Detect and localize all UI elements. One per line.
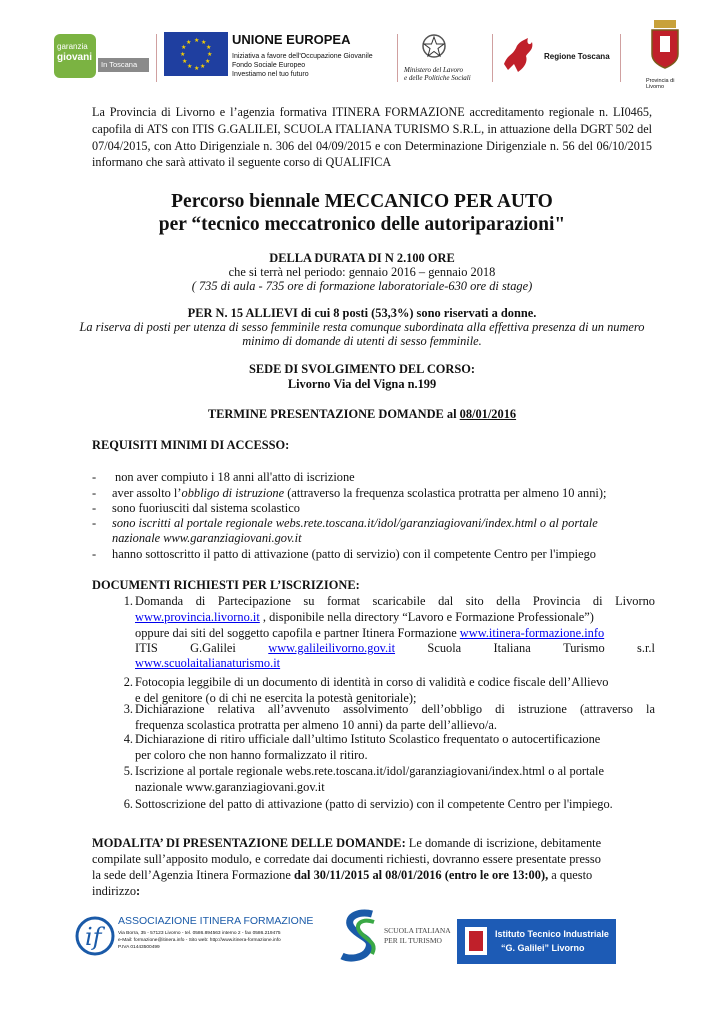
modalita-line2: compilate sull’apposito modulo, e corredate dai documenti richiesti, dovranno essere presentate presso — [92, 852, 601, 866]
svg-text:★: ★ — [207, 51, 213, 58]
intro-paragraph: La Provincia di Livorno e l’agenzia formativa ITINERA FORMAZIONE accreditamento regionale n. LI0465, capofila di ATS con ITIS G.GALILEI, SCUOLA ITALIANA TURISMO S.R.L, in attuazione della DGRT 502 del 07/04/2015, con Atto Dirigenziale n. 306 del 04/09/2015 e con Determinazione Dirigenziale n. 56 del 06/10/2015 informano che sarà attivato il seguente corso di QUALIFICA — [92, 105, 652, 170]
modalita-line3-post: a questo — [548, 868, 593, 882]
duration-line3: ( 735 di aula - 735 ore di formazione laboratoriale-630 ore di stage) — [191, 279, 533, 293]
itinera-line2: e-Mail: formazione@itinera.info - Sito web: http://www.itinera-formazione.info — [118, 938, 281, 943]
documenti-heading: DOCUMENTI RICHIESTI PER L’ISCRIZIONE: — [92, 578, 360, 592]
modalita-indirizzo: indirizzo — [92, 884, 137, 898]
svg-text:★: ★ — [186, 39, 192, 46]
svg-text:★: ★ — [200, 63, 206, 70]
requisito-2-italic: obbligo di istruzione — [181, 486, 285, 500]
sede-address: Livorno Via del Vigna n.199 — [287, 377, 437, 391]
garanzia-line2: giovani — [57, 52, 93, 63]
documento-1-line1: Domanda di Partecipazione su format scaricabile dal sito della Provincia di Livorno — [135, 594, 655, 608]
sede-heading: SEDE DI SVOLGIMENTO DEL CORSO: — [248, 362, 476, 376]
documento-1-line2 — [135, 609, 655, 626]
itis-galilei-logo — [457, 919, 616, 964]
documento-2-line1: Fotocopia leggibile di un documento di identità in corso di validità e codice fiscale dell’Allievo — [135, 675, 609, 689]
list-number: 1. — [123, 594, 133, 608]
itis-word: ITIS — [135, 641, 158, 655]
allievi-line3: minimo di domande di utenti di sesso femminile. — [242, 334, 482, 348]
itinera-mark-icon — [74, 913, 116, 959]
bullet-dash: - — [92, 486, 97, 500]
scuola-turismo-mark-icon — [338, 908, 382, 964]
svg-text:★: ★ — [194, 65, 200, 72]
modalita-line4 — [92, 883, 140, 900]
pegasus-icon — [498, 34, 538, 78]
documento-3-line2: frequenza scolastica protratta per almeno 10 anni) da parte dell’allievo/a. — [135, 718, 497, 732]
turismo-word: Turismo — [563, 641, 605, 655]
list-number: 3. — [123, 702, 133, 716]
allievi-line1: PER N. 15 ALLIEVI di cui 8 posti (53,3%) sono riservati a donne. — [187, 306, 537, 320]
link-provincia[interactable]: www.provincia.livorno.it — [135, 610, 260, 624]
modalita-line1-text: Le domande di iscrizione, debitamente — [405, 836, 602, 850]
modalita-heading: MODALITA’ DI PRESENTAZIONE DELLE DOMANDE: — [92, 836, 406, 850]
eu-line-1: Iniziativa a favore dell'Occupazione Giovanile — [232, 53, 373, 60]
svg-text:★: ★ — [205, 58, 211, 65]
modalita-line1 — [92, 835, 655, 852]
duration-line2: che si terrà nel periodo: gennaio 2016 – gennaio 2018 — [228, 265, 496, 279]
bullet-dash: - — [92, 470, 97, 484]
provincia-coat-of-arms-icon — [648, 20, 682, 72]
divider — [156, 34, 157, 82]
bullet-dash: - — [92, 516, 97, 530]
list-number: 4. — [123, 732, 133, 746]
requisito-4-line2: nazionale www.garanziagiovani.gov.it — [112, 531, 302, 545]
documento-1-line2-text: , disponibile nella directory “Lavoro e Formazione Professionale”) — [259, 610, 594, 624]
documento-1-line3-text: oppure dai siti del soggetto capofila e partner Itinera Formazione — [135, 626, 460, 640]
regione-label: Regione Toscana — [544, 52, 610, 61]
termine-date: 08/01/2016 — [459, 407, 517, 421]
documento-4-line1: Dichiarazione di ritiro ufficiale dall’ultimo Istituto Scolastico frequentato o autocertificazione — [135, 732, 601, 746]
requisito-1: non aver compiuto i 18 anni all'atto di iscrizione — [115, 470, 355, 484]
scuola-turismo-logo — [338, 908, 458, 964]
documento-3-line1: Dichiarazione relativa all’avvenuto assolvimento dell’obbligo di istruzione (attraverso la — [135, 702, 655, 716]
itis-line1: Istituto Tecnico Industriale — [495, 929, 609, 939]
itinera-line1: Via Borra, 35 - 57123 Livorno - tel. 0586.894563 interno 2 - fax 0586.219475 — [118, 931, 281, 936]
documento-5-line2: nazionale www.garanziagiovani.gov.it — [135, 780, 325, 794]
requisiti-heading: REQUISITI MINIMI DI ACCESSO: — [92, 438, 290, 452]
documento-4-line2: per coloro che non hanno formalizzato il ritiro. — [135, 748, 368, 762]
ministero-line1: Ministero del Lavoro — [404, 66, 463, 74]
svg-text:if: if — [85, 923, 102, 951]
documento-2-line2: e del genitore (o di chi ne esercita la potestà genitoriale); — [135, 691, 417, 705]
eu-line-3: Investiamo nel tuo futuro — [232, 71, 309, 78]
termine-presentazione — [60, 406, 664, 423]
svg-text:★: ★ — [201, 39, 207, 46]
requisito-5: hanno sottoscritto il patto di attivazione (patto di servizio) con il competente Centro per l'impiego — [112, 547, 596, 561]
itinera-logo — [74, 913, 314, 965]
ministero-line2: e delle Politiche Sociali — [404, 74, 471, 82]
garanzia-line1: garanzia — [57, 42, 88, 51]
svg-text:★: ★ — [187, 63, 193, 70]
documento-1-line5 — [135, 655, 655, 672]
list-number: 2. — [123, 675, 133, 689]
galilei-word: G.Galilei — [190, 641, 236, 655]
list-number: 6. — [123, 797, 133, 811]
bullet-dash: - — [92, 501, 97, 515]
documento-5-line1: Iscrizione al portale regionale webs.rete.toscana.it/idol/garanziagiovani/index.html o al portale — [135, 764, 604, 778]
scuola-word: Scuola — [427, 641, 462, 655]
requisito-2-pre: aver assolto l’ — [112, 486, 182, 500]
modalita-colon: : — [136, 884, 141, 898]
divider — [397, 34, 398, 82]
svg-text:★: ★ — [180, 51, 186, 58]
duration-line1: DELLA DURATA DI N 2.100 ORE — [269, 251, 455, 265]
itinera-line3: P.IVA 01443500499 — [118, 945, 160, 950]
link-galilei[interactable]: www.galileilivorno.gov.it — [268, 641, 396, 655]
divider — [620, 34, 621, 82]
itis-line2: “G. Galilei” Livorno — [501, 943, 585, 953]
garanzia-region: In Toscana — [98, 58, 149, 72]
modalita-deadline: dal 30/11/2015 al 08/01/2016 (entro le ore 13:00), — [293, 868, 549, 882]
termine-label: TERMINE PRESENTAZIONE DOMANDE al — [207, 407, 460, 421]
modalita-line3-pre: la sede dell’Agenzia Itinera Formazione — [92, 868, 294, 882]
svg-text:★: ★ — [206, 44, 212, 51]
requisito-2-post: (attraverso la frequenza scolastica protratta per almeno 10 anni); — [284, 486, 607, 500]
scuola-turismo-line1: SCUOLA ITALIANA — [384, 926, 451, 935]
course-title-line1: Percorso biennale MECCANICO PER AUTO — [171, 191, 553, 212]
bullet-dash: - — [92, 547, 97, 561]
scuola-turismo-line2: PER IL TURISMO — [384, 936, 442, 945]
eu-title: UNIONE EUROPEA — [232, 32, 351, 47]
garanzia-giovani-logo — [52, 34, 148, 78]
italian-republic-emblem-icon — [420, 32, 448, 60]
divider — [492, 34, 493, 82]
eu-line-2: Fondo Sociale Europeo — [232, 62, 306, 69]
srl-word: s.r.l — [637, 641, 655, 655]
svg-text:★: ★ — [194, 37, 200, 44]
modalita-line3 — [92, 867, 592, 884]
course-title-line2: per “tecnico meccatronico delle autoriparazioni" — [158, 214, 566, 235]
italiana-word: Italiana — [493, 641, 531, 655]
list-number: 5. — [123, 764, 133, 778]
allievi-line2: La riserva di posti per utenza di sesso femminile resta comunque subordinata alla effettiva presenza di un numero — [79, 320, 645, 334]
header-logos — [52, 28, 682, 90]
svg-text:★: ★ — [182, 58, 188, 65]
link-itinera[interactable]: www.itinera-formazione.info — [459, 626, 605, 640]
provincia-label: Provincia di Livorno — [646, 78, 675, 90]
documento-6-line1: Sottoscrizione del patto di attivazione (patto di servizio) con il competente Centro per l'impiego. — [135, 797, 613, 811]
itinera-title: ASSOCIAZIONE ITINERA FORMAZIONE — [118, 915, 314, 927]
requisito-3: sono fuoriusciti dal sistema scolastico — [112, 501, 300, 515]
itis-emblem-icon — [465, 927, 487, 955]
svg-text:★: ★ — [181, 44, 187, 51]
requisito-4-line1: sono iscritti al portale regionale webs.rete.toscana.it/idol/garanziagiovani/index.html o al portale — [112, 516, 598, 530]
eu-flag-icon — [164, 32, 228, 76]
link-scuola-turismo[interactable]: www.scuolaitalianaturismo.it — [135, 656, 281, 670]
